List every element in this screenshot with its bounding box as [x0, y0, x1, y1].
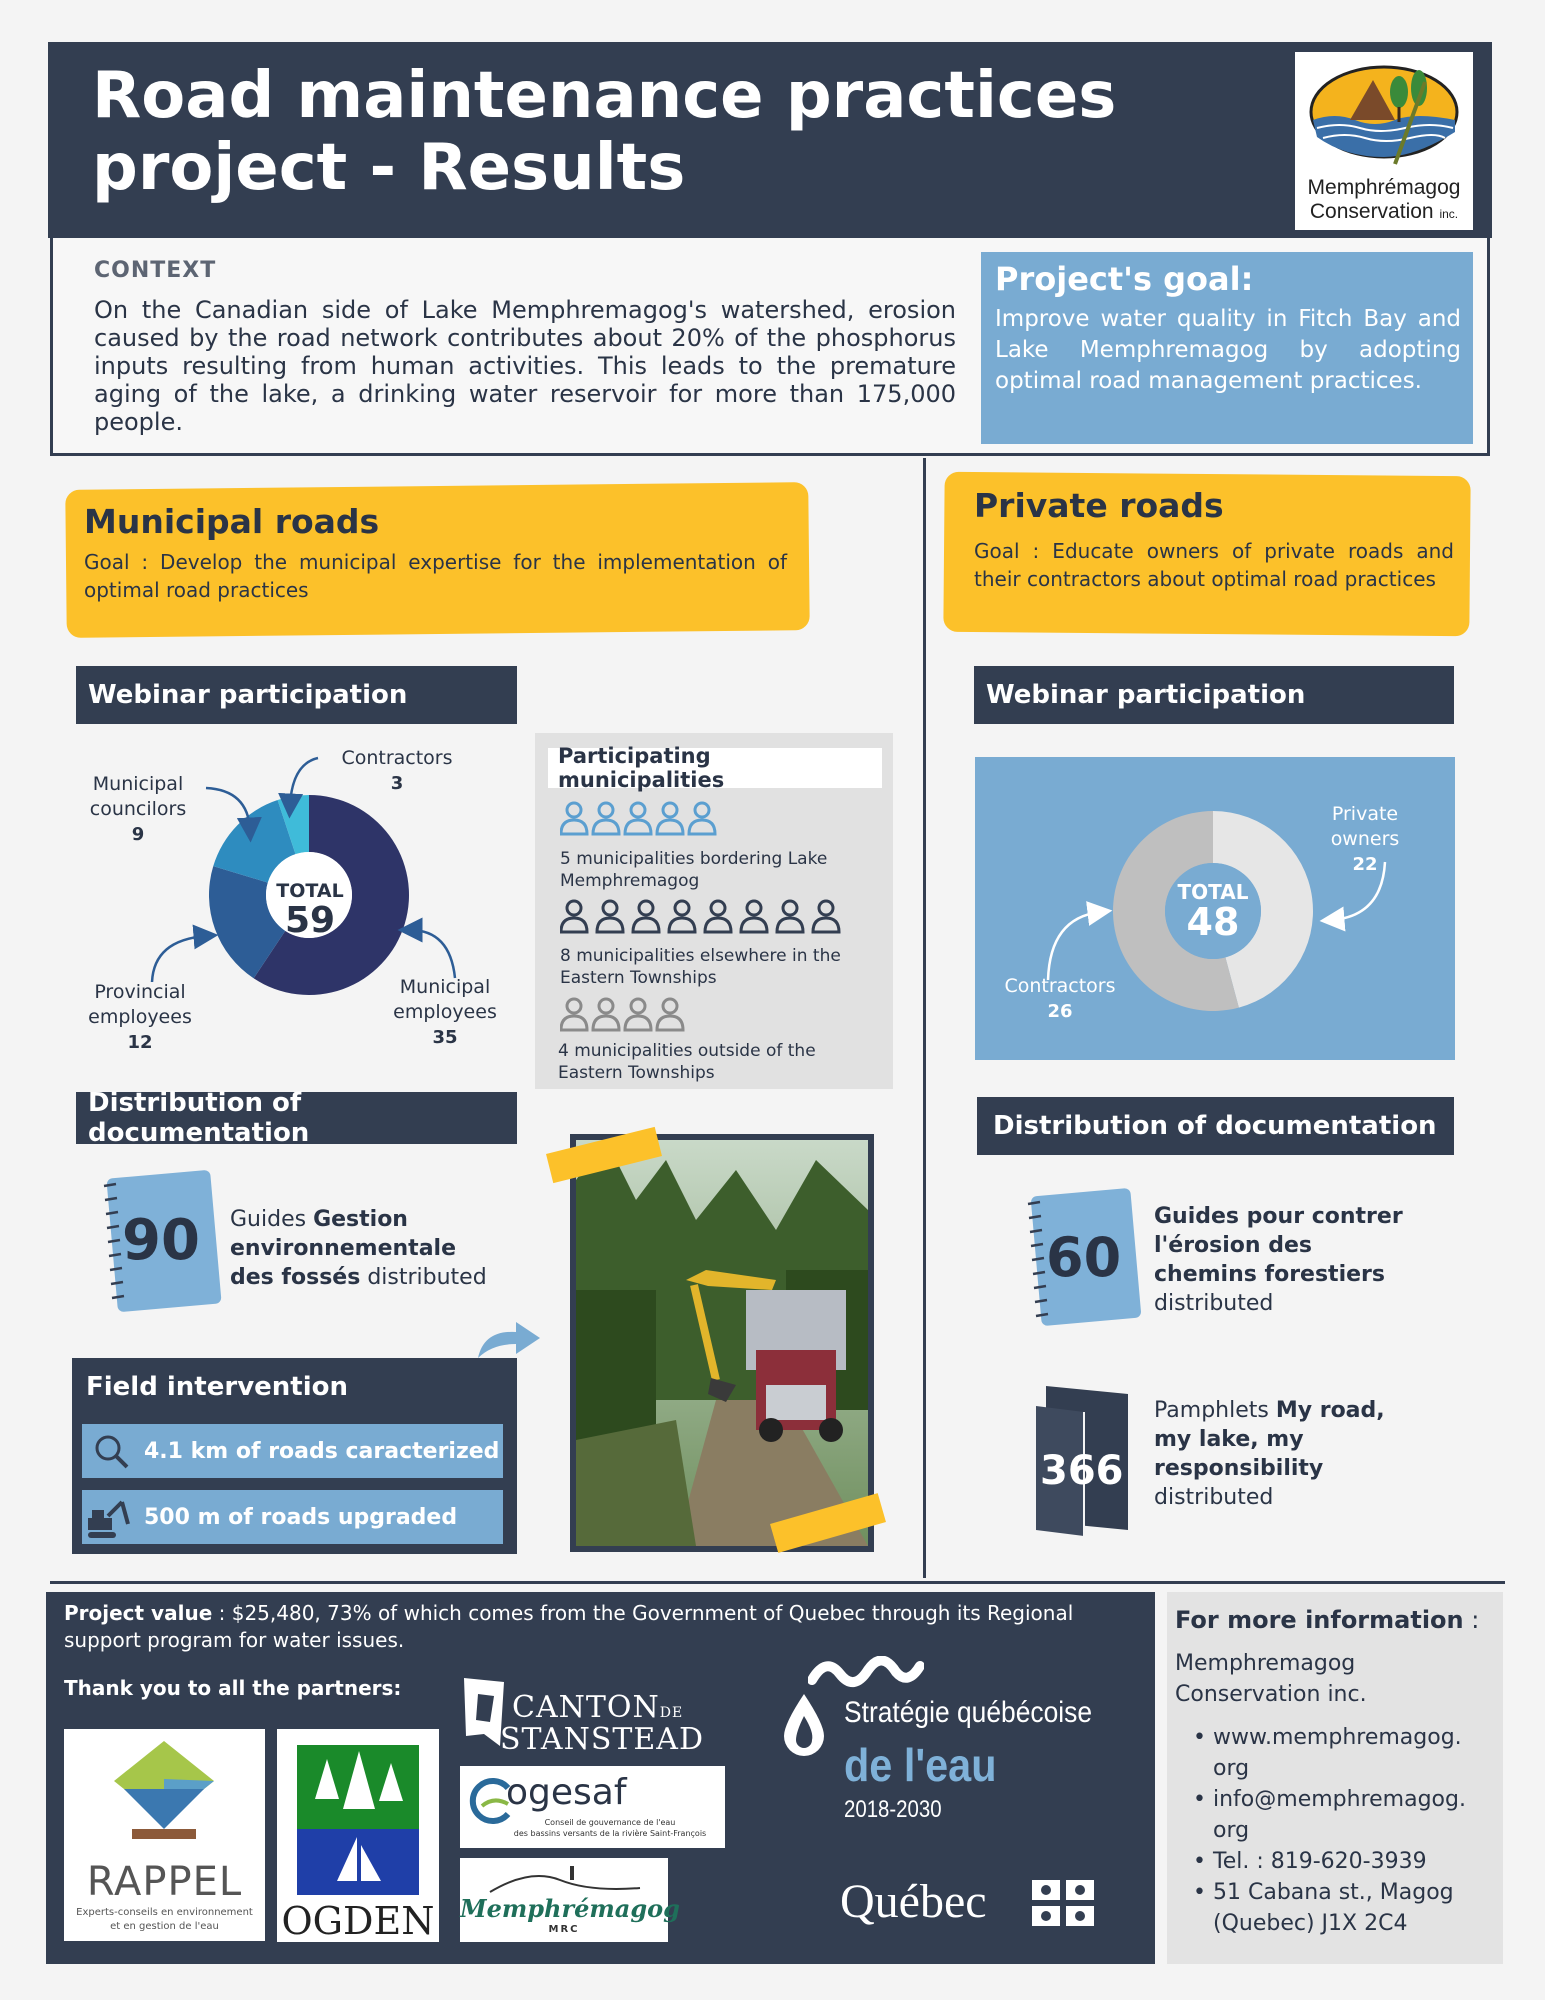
info-address-2: (Quebec) J1X 2C4	[1213, 1911, 1408, 1936]
label-provincial-value: 12	[127, 1032, 153, 1053]
mrc-mountain-icon	[460, 1862, 668, 1898]
people-icon-group-blue	[560, 800, 860, 840]
more-info-heading	[1175, 1606, 1479, 1634]
excavator-truck-photo	[576, 1140, 868, 1546]
info-phone: • Tel. : 819-620-3939	[1193, 1849, 1427, 1874]
private-webinar-heading: Webinar participation	[974, 666, 1454, 724]
project-goal-heading: Project's goal:	[995, 260, 1254, 298]
municipal-guides-post: distributed	[360, 1265, 487, 1290]
participating-group-3: 4 municipalities outside of the Eastern Townships	[558, 1041, 816, 1083]
label-provincial-employees: Provincial employees 12	[70, 980, 210, 1055]
ogden-logo	[277, 1729, 439, 1942]
project-value-label: Project value	[64, 1601, 213, 1625]
label-municipal-councilors: Municipal councilors 9	[70, 772, 206, 847]
person-icon	[625, 999, 651, 1030]
info-email[interactable]: • info@memphremagog. org	[1193, 1787, 1466, 1843]
field-intervention-heading: Field intervention	[86, 1372, 348, 1402]
person-icon	[593, 803, 619, 834]
person-icon	[777, 901, 803, 932]
label-private-contractors-text: Contractors	[1004, 975, 1116, 997]
private-total-value: 48	[1186, 900, 1240, 944]
info-address: • 51 Cabana st., Magog (Quebec) J1X 2C4	[1193, 1880, 1454, 1936]
context-heading: CONTEXT	[94, 258, 217, 283]
label-municipal-employees-value: 35	[432, 1027, 458, 1048]
private-pamphlet-post: distributed	[1154, 1485, 1274, 1510]
canton-line-1	[512, 1690, 683, 1725]
private-pamphlet-count: 366	[1040, 1448, 1124, 1494]
project-value	[64, 1600, 1144, 1654]
excavator-icon	[86, 1496, 136, 1540]
rappel-sub-2: et en gestion de l'eau	[110, 1921, 219, 1932]
label-contractors-value: 3	[390, 773, 404, 794]
private-roads-goal: Goal : Educate owners of private roads and their contractors about optimal road practices	[974, 539, 1454, 591]
partners-thanks: Thank you to all the partners:	[64, 1676, 402, 1700]
municipal-webinar-heading: Webinar participation	[76, 666, 517, 724]
label-municipal-employees: Municipal employees 35	[380, 975, 510, 1050]
participating-heading: Participating municipalities	[548, 748, 882, 788]
municipal-total-value: 59	[284, 900, 336, 941]
info-org-line-1: Memphremagog	[1175, 1651, 1356, 1676]
municipal-roads-heading: Municipal roads	[84, 502, 380, 541]
canton-line-2: STANSTEAD	[500, 1722, 705, 1757]
mrc-label: MRC	[548, 1924, 580, 1935]
more-info-heading-text: For more information	[1175, 1606, 1464, 1634]
private-total-label: TOTAL	[1177, 880, 1249, 904]
person-icon	[813, 901, 839, 932]
rappel-sub-1: Experts-conseils en environnement	[76, 1907, 253, 1918]
quebec-wordmark: Québec	[840, 1875, 987, 1928]
label-contractors-text: Contractors	[341, 747, 453, 769]
person-icon	[597, 901, 623, 932]
cogesaf-sub-2: des bassins versants de la rivière Saint-François	[513, 1829, 707, 1838]
label-private-owners: Private owners 22	[1310, 802, 1420, 877]
project-goal-text: Improve water quality in Fitch Bay and Lake Memphremagog by adopting optimal road management practices.	[995, 306, 1461, 394]
private-guides-post: distributed	[1154, 1291, 1274, 1316]
more-info-body	[1175, 1648, 1495, 1939]
person-icon	[593, 999, 619, 1030]
context-text: On the Canadian side of Lake Memphremagog's watershed, erosion caused by the road network contributes about 20% of the phosphorus inputs resulting from human activities. This leads to the premature aging of the lake, a drinking water reservoir for more than 175,000 people.	[94, 296, 956, 436]
info-website-1[interactable]: www.memphremagog.	[1213, 1725, 1462, 1750]
person-icon	[561, 803, 587, 834]
person-icon	[705, 901, 731, 932]
info-phone-text: Tel. : 819-620-3939	[1213, 1849, 1427, 1874]
person-icon	[625, 803, 651, 834]
rappel-leaf-icon	[64, 1729, 265, 1849]
column-divider	[923, 458, 926, 1578]
people-icon-group-gray	[560, 996, 860, 1036]
ogden-trees-icon	[277, 1729, 439, 1899]
municipal-guides-count: 90	[122, 1208, 200, 1273]
fleur-de-lis-flag-icon	[1032, 1880, 1094, 1926]
municipal-guides-pre: Guides	[230, 1207, 314, 1232]
title-line-1: Road maintenance practices	[92, 59, 1117, 133]
strategie-line-2: de l'eau	[844, 1739, 997, 1791]
field-item-roads-upgraded: 500 m of roads upgraded	[82, 1490, 503, 1544]
logo-text-line-2	[1295, 200, 1473, 224]
municipal-guides-title: Gestion environnementale des fossés	[230, 1207, 457, 1290]
municipal-total-label: TOTAL	[276, 880, 344, 902]
person-icon	[741, 901, 767, 932]
person-icon	[561, 901, 587, 932]
ogden-text: OGDEN	[281, 1899, 435, 1943]
info-website[interactable]: • www.memphremagog. org	[1193, 1725, 1462, 1781]
strategie-years: 2018-2030	[844, 1796, 942, 1823]
participating-group-1: 5 municipalities bordering Lake Memphremagog	[560, 849, 828, 891]
private-guides-count: 60	[1046, 1226, 1122, 1289]
water-drop-icon	[780, 1692, 828, 1758]
people-icon-group-navy	[560, 898, 890, 938]
logo-inc: inc.	[1439, 207, 1459, 221]
canton-de: DE	[659, 1705, 684, 1721]
cogesaf-text: ogesaf	[506, 1772, 627, 1813]
private-roads-heading: Private roads	[974, 486, 1224, 525]
mrc-name: Memphrémagog	[460, 1894, 680, 1923]
private-callout-arrows	[1040, 858, 1390, 988]
memphremagog-conservation-logo	[1295, 52, 1473, 230]
participating-group-2: 8 municipalities elsewhere in the Eastern Townships	[560, 946, 841, 988]
label-councilors-value: 9	[131, 824, 145, 845]
private-guides-title: Guides pour contrer l'érosion des chemins forestiers	[1154, 1204, 1403, 1287]
private-guides-text	[1154, 1202, 1404, 1318]
person-icon	[561, 999, 587, 1030]
logo-conservation: Conservation	[1309, 200, 1434, 223]
person-icon	[669, 901, 695, 932]
private-distribution-heading: Distribution of documentation	[977, 1097, 1454, 1155]
project-value-text: : $25,480, 73% of which comes from the Government of Quebec through its Regional support program for water issues.	[64, 1601, 1074, 1652]
cogesaf-sub-1: Conseil de gouvernance de l'eau	[544, 1818, 676, 1827]
field-item-roads-characterized: 4.1 km of roads caracterized	[82, 1424, 503, 1478]
person-icon	[657, 999, 683, 1030]
municipal-distribution-heading: Distribution of documentation	[76, 1092, 517, 1144]
info-website-2[interactable]: org	[1213, 1756, 1250, 1781]
more-info-heading-colon: :	[1463, 1606, 1480, 1634]
label-private-owners-value: 22	[1352, 854, 1378, 875]
magnifier-icon	[92, 1432, 132, 1472]
private-pamphlet-text	[1154, 1396, 1404, 1512]
canton-word: CANTON	[512, 1690, 660, 1725]
person-icon	[689, 803, 715, 834]
person-icon	[633, 901, 659, 932]
private-pamphlet-pre: Pamphlets	[1154, 1398, 1276, 1423]
person-icon	[657, 803, 683, 834]
info-org-line-2: Conservation inc.	[1175, 1682, 1367, 1707]
strategie-line-1: Stratégie québécoise	[844, 1696, 1093, 1729]
label-private-contractors-value: 26	[1047, 1001, 1073, 1022]
cogesaf-logo	[460, 1766, 725, 1848]
municipal-roads-goal: Goal : Develop the municipal expertise for the implementation of optimal road practices	[84, 550, 787, 602]
rappel-logo	[64, 1729, 265, 1941]
logo-text-line-1: Memphrémagog	[1307, 176, 1461, 199]
lake-logo-icon	[1295, 52, 1473, 172]
callout-arrows	[140, 750, 510, 1050]
title-line-2: project - Results	[92, 131, 686, 205]
mrc-memphremagog-logo	[460, 1858, 680, 1942]
info-email-2[interactable]: org	[1213, 1818, 1250, 1843]
rappel-text: RAPPEL	[86, 1859, 243, 1905]
municipal-guides-text	[230, 1205, 500, 1292]
footer-divider	[50, 1581, 1505, 1584]
curved-arrow-icon	[470, 1318, 544, 1366]
info-email-1[interactable]: info@memphremagog.	[1213, 1787, 1466, 1812]
info-address-1: 51 Cabana st., Magog	[1213, 1880, 1454, 1905]
private-pamphlet-title: My road, my lake, my responsibility	[1154, 1398, 1385, 1481]
page-title	[92, 60, 1242, 204]
wave-icon	[808, 1656, 924, 1690]
canton-stanstead-logo	[460, 1676, 722, 1756]
